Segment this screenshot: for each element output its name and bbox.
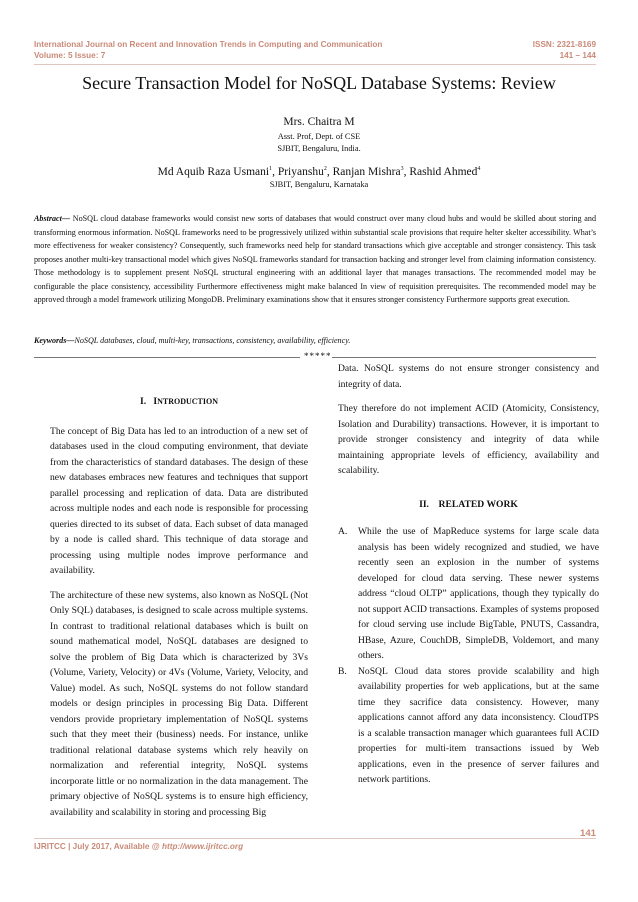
separator-line-right bbox=[332, 357, 596, 358]
affiliation-mark: 4 bbox=[477, 166, 481, 173]
author-block-2 bbox=[0, 166, 638, 189]
paper-title: Secure Transaction Model for NoSQL Database Systems: Review bbox=[82, 73, 556, 93]
list-item bbox=[338, 664, 599, 788]
section-number: I. bbox=[140, 396, 147, 407]
list-text: NoSQL Cloud data stores provide scalability and high availability properties for web applications, but at the same time they sacrifice data consistency. However, many applications cannot afford any data inconsistency. CloudTPS is a scalable transaction manager which guarantees full ACID properties for multi-item transactions issued by Web applications, even in the presence of server failures and network partitions. bbox=[358, 665, 599, 785]
keywords-text: NoSQL databases, cloud, multi-key, transactions, consistency, availability, efficiency. bbox=[74, 336, 351, 345]
section-heading-related-work: II. RELATED WORK bbox=[419, 498, 518, 510]
page-number: 141 bbox=[579, 828, 596, 839]
footer-text: IJRITCC | July 2017, Available @ bbox=[34, 842, 162, 851]
keywords bbox=[34, 336, 596, 345]
abstract bbox=[34, 212, 596, 307]
journal-name: International Journal on Recent and Innovation Trends in Computing and Communication bbox=[34, 40, 383, 49]
paragraph: The concept of Big Data has led to an introduction of a new set of databases used in the cloud computing environment, that deviate from the characteristics of standard databases. The design of these new databases embraces new features and techniques that support parallel processing and replication of data. Data are distributed across multiple nodes and each node is responsible for processing queries directed to its subset of data. Each subset of data managed by a node is called shard. This technique of data storage and processing using multiple nodes improve performance and availability. bbox=[50, 425, 308, 576]
footer-link[interactable]: http://www.ijritcc.org bbox=[161, 842, 244, 851]
author-name: Priyanshu bbox=[277, 166, 324, 178]
author-name: Md Aquib Raza Usmani bbox=[157, 166, 270, 178]
left-column bbox=[50, 394, 308, 829]
footer bbox=[34, 842, 243, 851]
keywords-label: Keywords— bbox=[34, 336, 75, 345]
author-institution: SJBIT, Bengaluru, India. bbox=[277, 144, 361, 153]
list-item bbox=[338, 524, 599, 664]
affiliation-mark: 3 bbox=[400, 166, 404, 173]
volume-issue: Volume: 5 Issue: 7 bbox=[34, 51, 106, 60]
abstract-text: NoSQL cloud database frameworks would consist new sorts of databases that would construct over many cloud hubs and would be skilled about storing and transforming enormous information. NoSQL frameworks need to be progressively utilized within substantial scale provisions that require helter skelter accessibility. What’s more effectiveness for weaker consistency? Consequently, such frameworks need help for standard transactions which give acceptable and stronger consistency. This task proposes another multi-key transactional model which gives NoSQL frameworks standard for transaction backing and stronger level from claiming information consistency. Those methodology is to supplement present NoSQL structural engineering with an additional layer that manages transactions. The recommended model may be configurable the place consistency, accessibility Furthermore effectiveness might make balanced In view of requisition prerequisites. The recommended model may be approved through a model framework utilizing MongoDB. Preliminary examinations show that it ensures stronger consistency Furthermore supports great execution. bbox=[34, 214, 596, 304]
section-title-rest: NTRODUCTION bbox=[157, 397, 218, 406]
footer-rule bbox=[34, 838, 596, 839]
list-text: While the use of MapReduce systems for large scale data analysis has been widely recognized and studied, we have recently seen an explosion in the number of systems developed for cloud data serving. These newer systems address “cloud OLTP” applications, though they typically do not support ACID transactions. Examples of systems proposed for cloud serving use include BigTable, PNUTS, Cassandra, HBase, Azure, CouchDB, SimpleDB, Voldemort, and many others. bbox=[358, 526, 599, 661]
header-rule bbox=[34, 64, 596, 65]
affiliation-mark: 1 bbox=[269, 166, 273, 173]
right-column bbox=[338, 361, 599, 788]
separator-line-left bbox=[34, 357, 300, 358]
author-names: Md Aquib Raza Usmani$^1$, Priyanshu$^2$, Ranjan Mishra$^3$, Rashid Ahmed$^4$ bbox=[157, 166, 481, 178]
author-affiliation: Asst. Prof, Dept. of CSE bbox=[277, 132, 361, 141]
section-heading-introduction bbox=[50, 394, 308, 410]
list-label: B. bbox=[338, 665, 347, 677]
issn: ISSN: 2321-8169 bbox=[532, 40, 596, 49]
abstract-label: Abstract— bbox=[34, 214, 70, 223]
affiliation-mark: 2 bbox=[323, 166, 327, 173]
paragraph: They therefore do not implement ACID (Atomicity, Consistency, Isolation and Durability) transactions. However, it is important to provide stronger consistency and integrity of data while maintaining appropriate levels of efficiency, availability and scalability. bbox=[338, 403, 599, 476]
author-name: Ranjan Mishra bbox=[332, 166, 401, 178]
author-affiliation: SJBIT, Bengaluru, Karnataka bbox=[269, 180, 369, 189]
separator-stars: ***** bbox=[304, 351, 332, 361]
author-name: Mrs. Chaitra M bbox=[283, 116, 355, 128]
author-block-1 bbox=[0, 116, 638, 153]
paragraph: Data. NoSQL systems do not ensure stronger consistency and integrity of data. bbox=[338, 363, 599, 390]
paragraph: The architecture of these new systems, also known as NoSQL (Not Only SQL) databases, is designed to scale across multiple systems. In contrast to traditional relational databases which is built on sound mathematical model, NoSQL databases are designed to solve the problem of Big Data which is characterized by 3Vs (Volume, Variety, Velocity) or 4Vs (Volume, Variety, Velocity, and Value) model. As such, NoSQL systems do not follow standard models or design principles in processing Big Data. Different vendors provide proprietary implementation of NoSQL systems such that they meet their (business) needs. For instance, unlike traditional relational database systems which rely heavily on normalization and referential integrity, NoSQL systems incorporate little or no normalization in the data management. The primary objective of NoSQL systems is to ensure high efficiency, availability and scalability in storing and processing Big bbox=[50, 589, 308, 818]
author-name: Rashid Ahmed bbox=[409, 166, 478, 178]
list-label: A. bbox=[338, 526, 348, 537]
page-range: 141 – 144 bbox=[559, 51, 596, 60]
section-initial: I bbox=[153, 396, 158, 407]
